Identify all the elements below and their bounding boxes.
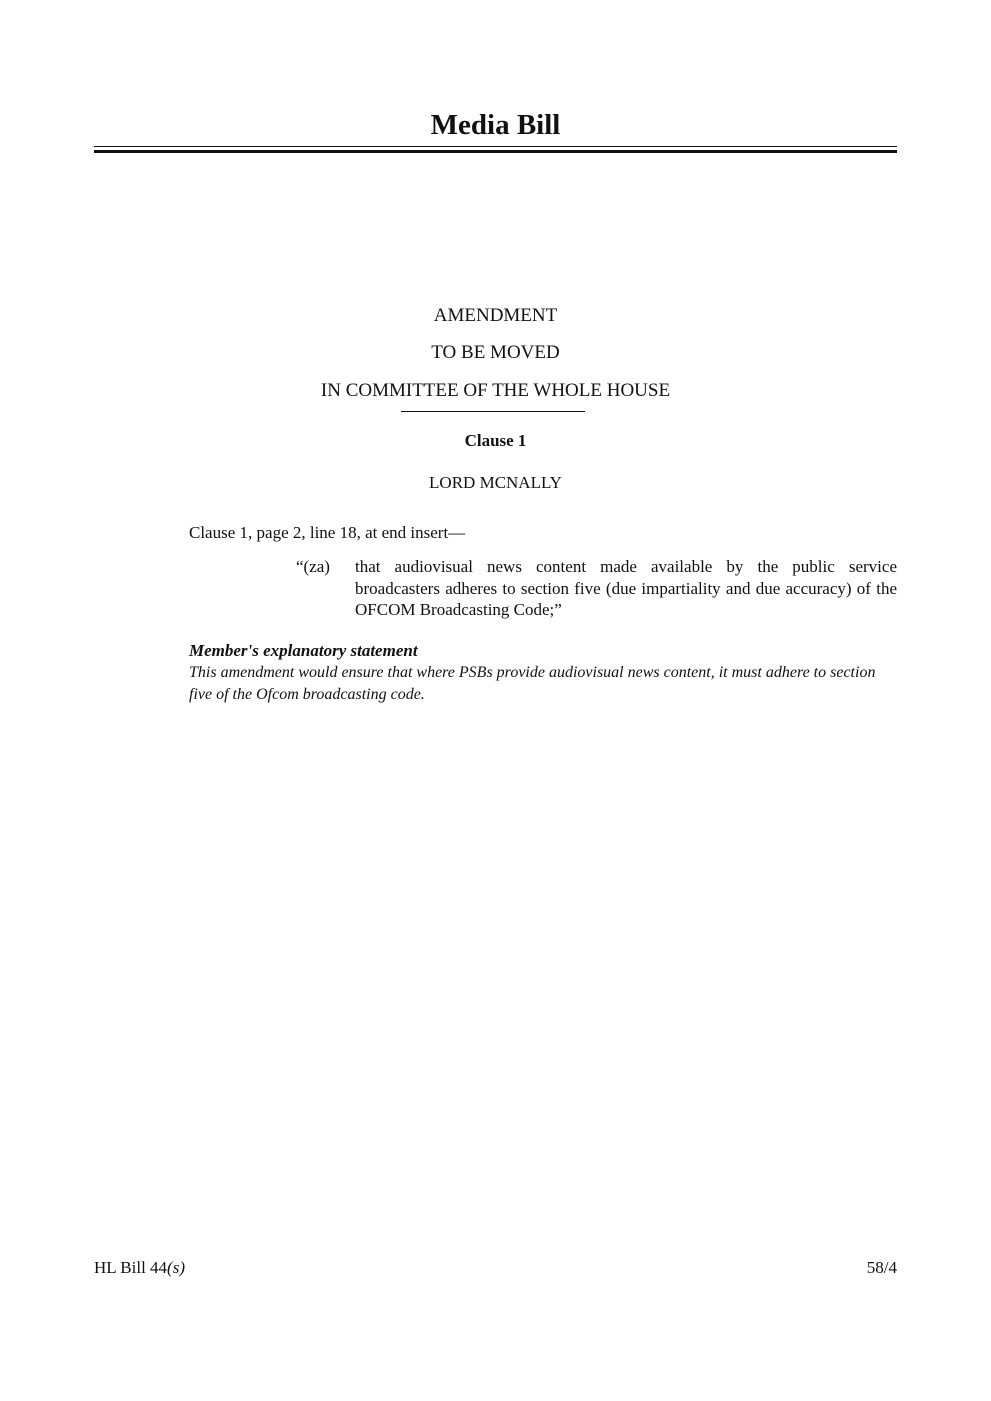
paragraph-text: that audiovisual news content made available by the public service broadcasters adheres to section five (due impartiality and due accuracy) of the OFCOM Broadcasting Code;” [355, 557, 897, 619]
footer-page-ref: 58/4 [866, 1258, 897, 1277]
bill-title: Media Bill [430, 109, 561, 141]
member-name: LORD MCNALLY [429, 473, 562, 492]
explanatory-statement-body: This amendment would ensure that where PSBs provide audiovisual news content, it must adhere to section five of the Ofcom broadcasting code. [189, 664, 876, 703]
title-rule-thin [94, 146, 897, 147]
title-rule-thick [94, 150, 897, 153]
clause-heading: Clause 1 [464, 431, 527, 450]
bill-suffix: (s) [167, 1258, 185, 1277]
amendment-instruction: Clause 1, page 2, line 18, at end insert— [189, 523, 466, 542]
bill-ref: HL Bill 44 [94, 1258, 168, 1277]
explanatory-statement-heading: Member's explanatory statement [189, 641, 418, 660]
footer-bill-ref [94, 1257, 185, 1279]
paragraph-label: “(za) [296, 557, 330, 576]
heading-to-be-moved: TO BE MOVED [431, 342, 560, 363]
heading-amendment: AMENDMENT [433, 305, 558, 326]
heading-committee: IN COMMITTEE OF THE WHOLE HOUSE [320, 380, 671, 401]
inserted-paragraph [296, 556, 897, 621]
heading-divider [401, 411, 585, 412]
